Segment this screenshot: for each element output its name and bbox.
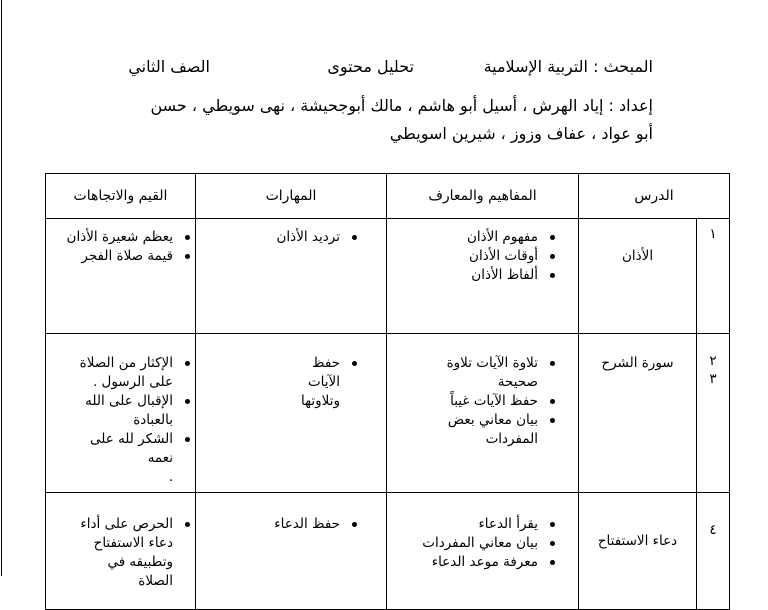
- lesson-name: الأذان: [621, 248, 654, 264]
- list-item: حفظ الدعاء: [200, 515, 340, 534]
- lesson-name-cell: [579, 334, 697, 493]
- list-item: ألفاظ الأذان: [391, 266, 538, 285]
- header-skills: المهارات: [196, 174, 387, 219]
- lesson-number: ١: [697, 219, 730, 334]
- content-analysis-table: [45, 173, 730, 610]
- lesson-number: ٢ ٣: [697, 334, 730, 493]
- values-cell: [46, 334, 196, 493]
- header-concepts: المفاهيم والمعارف: [387, 174, 579, 219]
- list-item: يعظم شعيرة الأذان: [50, 228, 173, 247]
- values-cell: [46, 493, 196, 610]
- page-left-border: [1, 0, 2, 576]
- list-item: بيان معاني المفردات: [391, 534, 538, 553]
- list-item: معرفة موعد الدعاء: [391, 553, 538, 572]
- subject-label: المبحث : التربية الإسلامية: [483, 57, 653, 76]
- list-item: ترديد الأذان: [200, 228, 340, 247]
- skills-cell: [196, 219, 387, 334]
- table-header-row: [46, 174, 730, 219]
- list-item: قيمة صلاة الفجر: [50, 247, 173, 266]
- list-item: الإقبال على الله بالعبادة: [66, 392, 173, 430]
- lesson-name-cell: [579, 493, 697, 610]
- skills-cell: [196, 493, 387, 610]
- prepared-by-line-1: إعداد : إياد الهرش ، أسيل أبو هاشم ، مالك أبوجحيشة ، نهى سويطي ، حسن: [150, 96, 653, 115]
- grade-label: الصف الثاني: [128, 57, 210, 76]
- table-row: [46, 219, 730, 334]
- values-cell: [46, 219, 196, 334]
- concepts-cell: [387, 493, 579, 610]
- list-item: تلاوة الآيات تلاوة صحيحة: [427, 354, 538, 392]
- lesson-name: دعاء الاستفتاح: [597, 533, 678, 549]
- list-item: الحرص على أداء دعاء الاستفتاح وتطبيقه في الصلاة: [70, 515, 173, 591]
- list-item: أوقات الأذان: [391, 247, 538, 266]
- list-item: الإكثار من الصلاة على الرسول .: [66, 354, 173, 392]
- skills-cell: [196, 334, 387, 493]
- table-row: [46, 334, 730, 493]
- concepts-cell: [387, 219, 579, 334]
- list-item: مفهوم الأذان: [391, 228, 538, 247]
- list-item: بيان معاني بعض المفردات: [427, 411, 538, 449]
- table-row: [46, 493, 730, 610]
- list-item: يقرأ الدعاء: [391, 515, 538, 534]
- header-values: القيم والاتجاهات: [46, 174, 196, 219]
- prepared-by-line-2: أبو عواد ، عفاف وزوز ، شيرين اسويطي: [389, 124, 653, 143]
- lesson-name-cell: [579, 219, 697, 334]
- document-title: تحليل محتوى: [327, 57, 414, 76]
- list-item: الشكر لله على نعمه: [66, 430, 173, 468]
- header-lesson: الدرس: [579, 174, 730, 219]
- concepts-cell: [387, 334, 579, 493]
- list-item: حفظ الآيات غيباً: [427, 392, 538, 411]
- list-item-trailing: .: [168, 469, 173, 485]
- list-item: حفظ الآيات وتلاوتها: [276, 354, 340, 411]
- lesson-number: ٤: [697, 493, 730, 610]
- lesson-name: سورة الشرح: [601, 355, 674, 371]
